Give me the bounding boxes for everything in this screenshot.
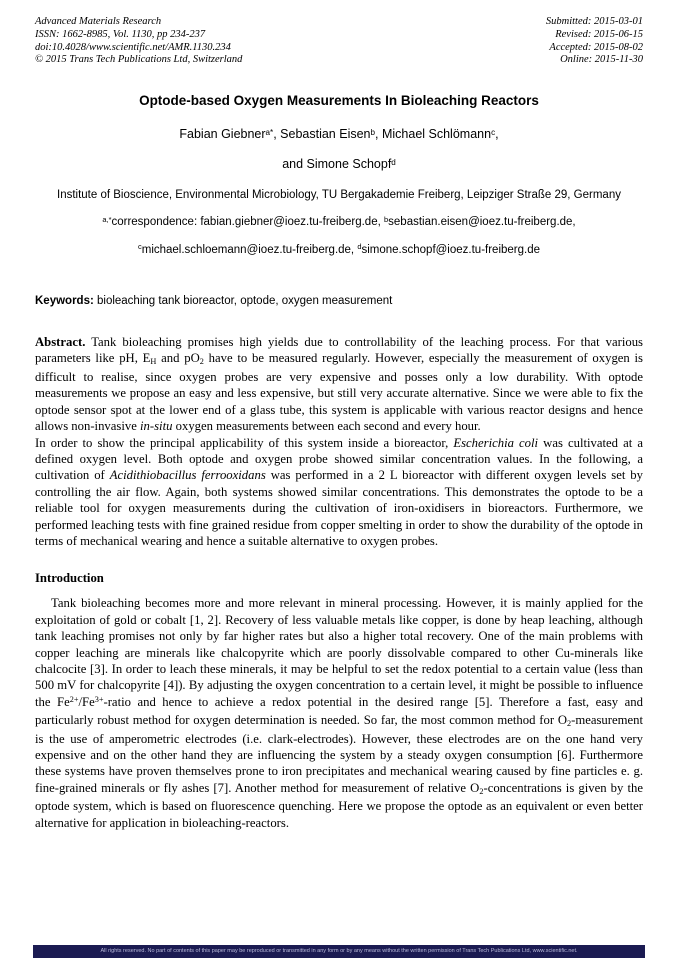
affiliation: Institute of Bioscience, Environmental Microbiology, TU Bergakademie Freiberg, Leipziger Straße 29, Germany: [57, 189, 621, 202]
online-date: Online: 2015-11-30: [560, 54, 643, 66]
submission-dates: [546, 16, 643, 67]
submitted-date: Submitted: 2015-03-01: [545, 16, 643, 27]
accepted-date: Accepted: 2015-08-02: [549, 41, 643, 53]
journal-name: Advanced Materials Research: [35, 16, 162, 27]
authors-line-2: and Simone Schopf$^d$: [282, 157, 396, 172]
journal-issn-volume: ISSN: 1662-8985, Vol. 1130, pp 234-237: [35, 28, 206, 40]
paper-header: [35, 16, 643, 67]
abstract-paragraph-2: In order to show the principal applicability of this system inside a bioreactor, Escherichia coli was cultivated at a defined oxygen level. Both optode and oxygen probe showed similar concentration values. In the following, a cultivation of Acidithiobacillus ferrooxidans was performed in a 2 L bioreactor with different oxygen levels set by controlling the air flow. Again, both systems showed similar concentrations. This demonstrates the optode to be a reliable tool for oxygen measurements during the cultivation of iron-oxidisers in bioreactors. Furthermore, we performed leaching tests with fine grained residue from copper smelting in order to show the durability of the optode in terms of mechanical wearing and hence a suitable alternative to oxygen probes.: [35, 435, 643, 548]
journal-info: [35, 16, 242, 67]
journal-copyright: © 2015 Trans Tech Publications Ltd, Switzerland: [35, 54, 243, 66]
correspondence-line-1: $^{a,*}$correspondence: fabian.giebner@ioez.tu-freiberg.de, $^b$sebastian.eisen@ioez.tu-freiberg.de,: [102, 215, 576, 229]
revised-date: Revised: 2015-06-15: [555, 28, 643, 40]
copyright-footer-text: All rights reserved. No part of contents of this paper may be reproduced or transmitted in any form or by any means without the written permission of Trans Tech Publications Ltd, www.scientific.net.: [100, 948, 578, 954]
copyright-footer-bar: [33, 945, 645, 958]
journal-doi: doi:10.4028/www.scientific.net/AMR.1130.234: [35, 41, 231, 53]
introduction-paragraph: Tank bioleaching becomes more and more relevant in mineral processing. However, it is mainly applied for the exploitation of gold or cobalt [1, 2]. Recovery of less valuable metals like copper, is done by heap leaching, although tank leaching promises not only by far higher rates but also a higher total recovery. One of the main problems with copper leaching are minerals like chalcopyrite which are poorly dissolvable compared to other Cu-minerals like chalcocite [3]. In order to leach these minerals, it may be helpful to set the redox potential to a certain value (less than 500 mV for chalcopyrite [4]). By adjusting the oxygen concentration to a certain level, it might be possible to influence the $Fe^{2+}/Fe^{3+}$-ratio and hence to achieve a redox potential in the desired range [5]. Therefore a fast, easy and particularly robust method for oxygen determination is needed. So far, the most common method for O2-measurement is the use of amperometric electrodes (i.e. clark-electrodes). However, these electrodes are on the one hand very expensive and on the other hand they are influencing the system by a steady oxygen consumption [6]. Furthermore these systems have proven themselves prone to iron precipitates and mechanical wearing caused by fine particles e. g. fine-grained minerals or fly ashes [7]. Another method for measurement of relative O2-concentrations is given by the optode system, which is based on fluorescence quenching. Here we propose the optode as an equivalent or even better alternative for application in bioleaching-reactors.: [35, 596, 643, 830]
abstract-paragraph-1: Abstract. Tank bioleaching promises high yields due to controllability of the leaching process. For that various parameters like pH, EH and pO2 have to be measured regularly. However, especially the measurement of oxygen is difficult to realise, since oxygen probes are very expensive and posses only a low durability. With optode measurements we propose an easy and less expensive, but still very accurate alternative. Since we were able to fix the optode sensor spot at the lower end of a glass tube, this system is applicable with various reactor designs and hence allows non-invasive in-situ oxygen measurements between each second and every hour.: [35, 335, 643, 434]
keywords-line: Keywords: bioleaching tank bioreactor, optode, oxygen measurement: [35, 295, 393, 308]
correspondence-line-2: $^c$michael.schloemann@ioez.tu-freiberg.de, $^d$simone.schopf@ioez.tu-freiberg.de: [138, 242, 540, 256]
authors-line-1: Fabian Giebner$^{a*}$, Sebastian Eisen$^b$, Michael Schlömann$^c$,: [179, 127, 499, 142]
paper-title: Optode-based Oxygen Measurements In Bioleaching Reactors: [139, 93, 539, 109]
section-heading-introduction: Introduction: [35, 571, 104, 586]
